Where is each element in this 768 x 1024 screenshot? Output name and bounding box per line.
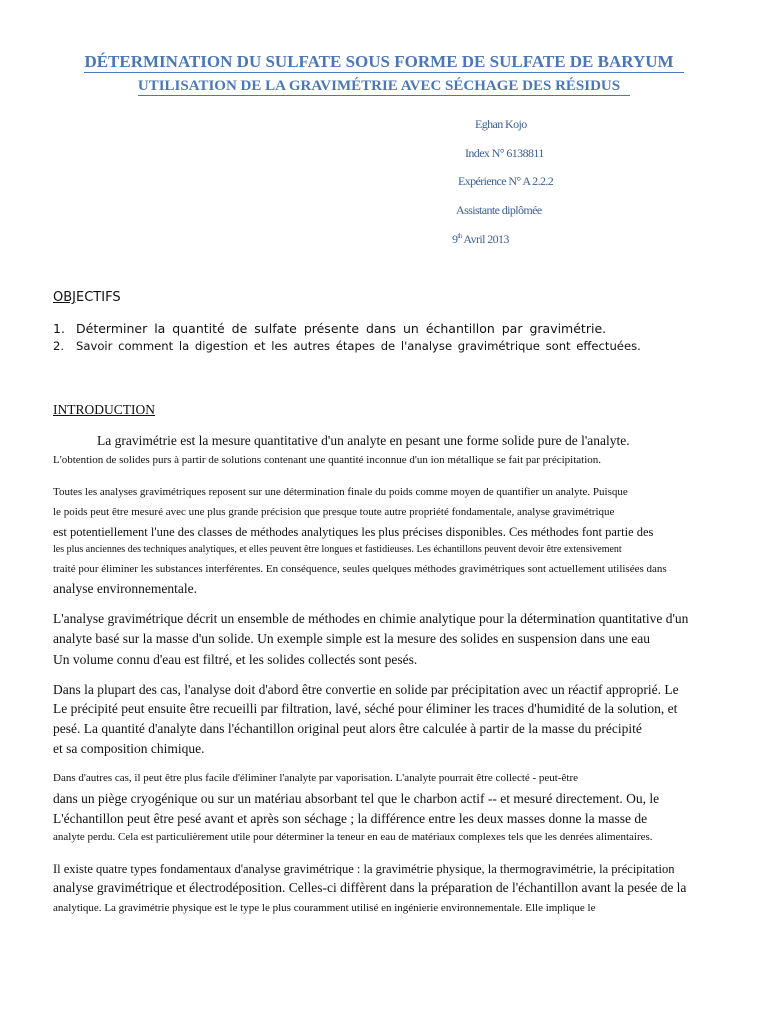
introduction-heading: INTRODUCTION (53, 402, 155, 417)
date-suffix: th (457, 232, 462, 240)
intro-line: L'échantillon peut être pesé avant et après son séchage ; la différence entre les deux masses donne la masse de (53, 811, 648, 826)
intro-line: Il existe quatre types fondamentaux d'analyse gravimétrique : la gravimétrie physique, la thermogravimétrie, la précipitation (53, 862, 675, 876)
intro-line: pesé. La quantité d'analyte dans l'échantillon original peut alors être calculée à partir de la masse du précipité (53, 721, 642, 736)
document-date (452, 232, 509, 247)
intro-line: Le précipité peut ensuite être recueilli par filtration, lavé, séché pour éliminer les traces d'humidité de la solution, et (53, 701, 678, 716)
intro-line: L'analyse gravimétrique décrit un ensemble de méthodes en chimie analytique pour la détermination quantitative d'un (53, 611, 689, 626)
objectifs-heading (53, 290, 121, 305)
intro-line: le poids peut être mesuré avec une plus grande précision que presque toute autre propriété fondamentale, analyse gravimétrique (53, 506, 615, 518)
intro-line: L'obtention de solides purs à partir de solutions contenant une quantité inconnue d'un ion métallique se fait par précipitation. (53, 454, 602, 466)
intro-line: analyte perdu. Cela est particulièrement utile pour déterminer la teneur en eau de matériaux complexes tels que les denrées alimentaires. (53, 831, 653, 843)
intro-line: Un volume connu d'eau est filtré, et les solides collectés sont pesés. (53, 652, 418, 667)
list-item (53, 338, 713, 354)
list-item-text: Savoir comment la digestion et les autres étapes de l'analyse gravimétrique sont effectuées. (76, 339, 641, 353)
document-title (0, 52, 768, 73)
title-line-1: DÉTERMINATION DU SULFATE SOUS FORME DE SULFATE DE BARYUM (84, 52, 683, 73)
objectifs-heading-underlined: OBJ (53, 290, 76, 305)
intro-line: analyse environnementale. (53, 581, 197, 596)
assistant-label: Assistante diplômée (456, 203, 542, 217)
list-item-text: Déterminer la quantité de sulfate présente dans un échantillon par gravimétrie. (76, 321, 607, 336)
author-name: Eghan Kojo (475, 117, 527, 131)
intro-line: Toutes les analyses gravimétriques reposent sur une détermination finale du poids comme moyen de quantifier un analyte. Puisque (53, 486, 628, 498)
intro-line: analyse gravimétrique et électrodéposition. Celles-ci diffèrent dans la préparation de l'échantillon avant la pesée de la (53, 880, 687, 895)
intro-line: La gravimétrie est la mesure quantitative d'un analyte en pesant une forme solide pure de l'analyte. (97, 433, 630, 448)
intro-line: analytique. La gravimétrie physique est le type le plus couramment utilisé en ingénierie environnementale. Elle implique le (53, 902, 596, 914)
document-subtitle (0, 78, 768, 96)
intro-line: est potentiellement l'une des classes de méthodes analytiques les plus précises disponibles. Ces méthodes font partie des (53, 525, 654, 539)
date-day: 9 (452, 232, 458, 246)
author-index: Index N° 6138811 (465, 146, 544, 160)
intro-line: analyte basé sur la masse d'un solide. Un exemple simple est la mesure des solides en suspension dans une eau (53, 631, 651, 646)
intro-line: dans un piège cryogénique ou sur un matériau absorbant tel que le charbon actif -- et mesuré directement. Ou, le (53, 791, 660, 806)
date-rest: Avril 2013 (461, 232, 509, 246)
list-item-number: 1. (53, 321, 65, 336)
intro-line: Dans d'autres cas, il peut être plus facile d'éliminer l'analyte par vaporisation. L'analyte pourrait être collecté - peut-être (53, 772, 579, 784)
intro-line: traité pour éliminer les substances interférentes. En conséquence, seules quelques méthodes gravimétriques sont actuellement utilisées dans (53, 563, 667, 575)
intro-line: les plus anciennes des techniques analytiques, et elles peuvent être longues et fastidieuses. Les échantillons peuvent devoir être extensivement (53, 544, 622, 555)
list-item-number: 2. (53, 339, 65, 353)
intro-line: et sa composition chimique. (53, 741, 205, 756)
list-item (53, 320, 713, 338)
experiment-number: Expérience N° A 2.2.2 (458, 174, 554, 188)
intro-line: Dans la plupart des cas, l'analyse doit d'abord être convertie en solide par précipitation avec un réactif approprié. Le (53, 682, 679, 697)
objectifs-list (53, 320, 713, 354)
objectifs-heading-rest: ECTIFS (76, 290, 121, 305)
title-line-2: UTILISATION DE LA GRAVIMÉTRIE AVEC SÉCHAGE DES RÉSIDUS (138, 78, 630, 96)
